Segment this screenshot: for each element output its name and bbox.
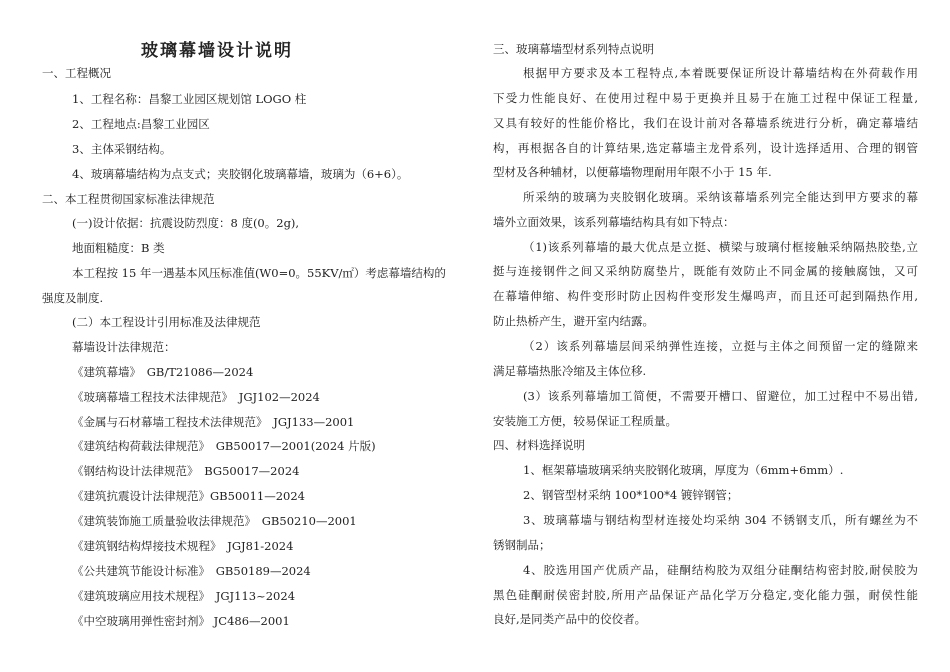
text-line: 2、工程地点:昌黎工业园区 [72, 117, 210, 131]
text-line: 2、钢管型材采纳 100*100*4 镀锌钢管； [523, 488, 739, 502]
text-line: 在幕墙伸缩、构件变形时防止因构件变形发生爆鸣声，而且还可起到隔热作用, [493, 289, 918, 303]
subsection-heading: (二）本工程设计引用标准及法律规范 [72, 315, 261, 329]
standard-item: 《中空玻璃用弹性密封剂》 JC486—2001 [72, 614, 290, 628]
text-line: (一)设计依据：抗震设防烈度：8 度(0。2g), [72, 216, 300, 230]
standard-item: 《建筑玻璃应用技术规程》 JGJ113~2024 [72, 589, 296, 603]
text-line: 3、主体采钢结构。 [72, 142, 172, 156]
text-line: 下受力性能良好、在使用过程中易于更换并且易于在施工过程中保证工程量, [493, 91, 918, 105]
text-line: 根据甲方要求及本工程特点,本着既要保证所设计幕墙结构在外荷载作用 [523, 66, 918, 80]
section-heading: 一、工程概况 [42, 66, 111, 80]
text-line: 1、工程名称：昌黎工业园区规划馆 LOGO 柱 [72, 92, 307, 106]
standard-item: 《建筑幕墙》 GB/T21086—2024 [72, 365, 254, 379]
standard-item: 《钢结构设计法律规范》 BG50017—2024 [72, 464, 300, 478]
section-heading: 二、本工程贯彻国家标准法律规范 [42, 192, 215, 206]
text-line: 锈钢制品； [493, 538, 551, 552]
text-line: 安装施工方便，较易保证工程质量。 [493, 414, 677, 428]
text-line: (3）该系列幕墙加工简便，不需要开槽口、留避位，加工过程中不易出错, [523, 389, 918, 403]
standard-item: 《建筑装饰施工质量验收法律规范》 GB50210—2001 [72, 514, 357, 528]
text-line: 地面粗糙度：B 类 [72, 241, 165, 255]
standard-item: 《建筑抗震设计法律规范》GB50011—2024 [72, 489, 305, 503]
text-line: 良好,是同类产品中的佼佼者。 [493, 612, 647, 626]
text-line: （2）该系列幕墙层间采纳弹性连接，立挺与主体之间预留一定的缝隙来 [523, 339, 918, 353]
standard-item: 《玻璃幕墙工程技术法律规范》 JGJ102—2024 [72, 390, 320, 404]
standard-item: 《建筑结构荷载法律规范》 GB50017—2001(2024 片版) [72, 439, 376, 453]
text-line: 3、玻璃幕墙与钢结构型材连接处均采纳 304 不锈钢支爪，所有螺丝为不 [523, 513, 918, 527]
text-line: 本工程按 15 年一遇基本风压标准值(W0=0。55KV/㎡）考虑幕墙结构的 [72, 266, 446, 280]
text-line: 防止热桥产生，避开室内结露。 [493, 314, 654, 328]
section-heading: 四、材料选择说明 [493, 438, 585, 452]
text-line: 强度及制度. [42, 291, 104, 305]
text-line: 又具有较好的性能价格比，我们在设计前对各幕墙系统进行分析，确定幕墙结 [493, 116, 918, 130]
standard-item: 《建筑钢结构焊接技术规程》 JGJ81-2024 [72, 539, 294, 553]
text-line: 黑色硅酮耐侯密封胶,所用产品保证产品化学万分稳定,变化能力强，耐侯性能 [493, 588, 918, 602]
document-title: 玻璃幕墙设计说明 [141, 41, 293, 61]
standard-item: 《金属与石材幕墙工程技术法律规范》 JGJ133—2001 [72, 415, 355, 429]
standard-item: 《公共建筑节能设计标准》 GB50189—2024 [72, 564, 311, 578]
section-heading: 三、玻璃幕墙型材系列特点说明 [493, 42, 654, 56]
text-line: 墙外立面效果，该系列幕墙结构具有如下特点： [493, 215, 735, 229]
text-line: 4、玻璃幕墙结构为点支式；夹胶钢化玻璃幕墙，玻璃为（6+6）。 [72, 167, 409, 181]
text-line: 满足幕墙热胀冷缩及主体位移. [493, 364, 647, 378]
text-line: 所采纳的玻璃为夹胶钢化玻璃。采纳该幕墙系列完全能达到甲方要求的幕 [523, 190, 918, 204]
text-line: 构，再根据各自的计算结果,选定幕墙主龙骨系列，设计选择适用、合理的钢管 [493, 141, 918, 155]
text-line: 幕墙设计法律规范： [72, 340, 176, 354]
text-line: 挺与连接钢件之间又采纳防腐垫片，既能有效防止不同金属的接触腐蚀，又可 [493, 264, 918, 278]
text-line: 型材及各种辅材，以便幕墙物理耐用年限不小于 15 年. [493, 165, 772, 179]
text-line: 4、胶选用国产优质产品，硅酮结构胶为双组分硅酮结构密封胶,耐侯胶为 [523, 563, 918, 577]
text-line: （1)该系列幕墙的最大优点是立挺、横梁与玻璃付框接触采纳隔热胶垫,立 [523, 240, 918, 254]
text-line: 1、框架幕墙玻璃采纳夹胶钢化玻璃，厚度为（6mm+6mm）. [523, 463, 844, 477]
